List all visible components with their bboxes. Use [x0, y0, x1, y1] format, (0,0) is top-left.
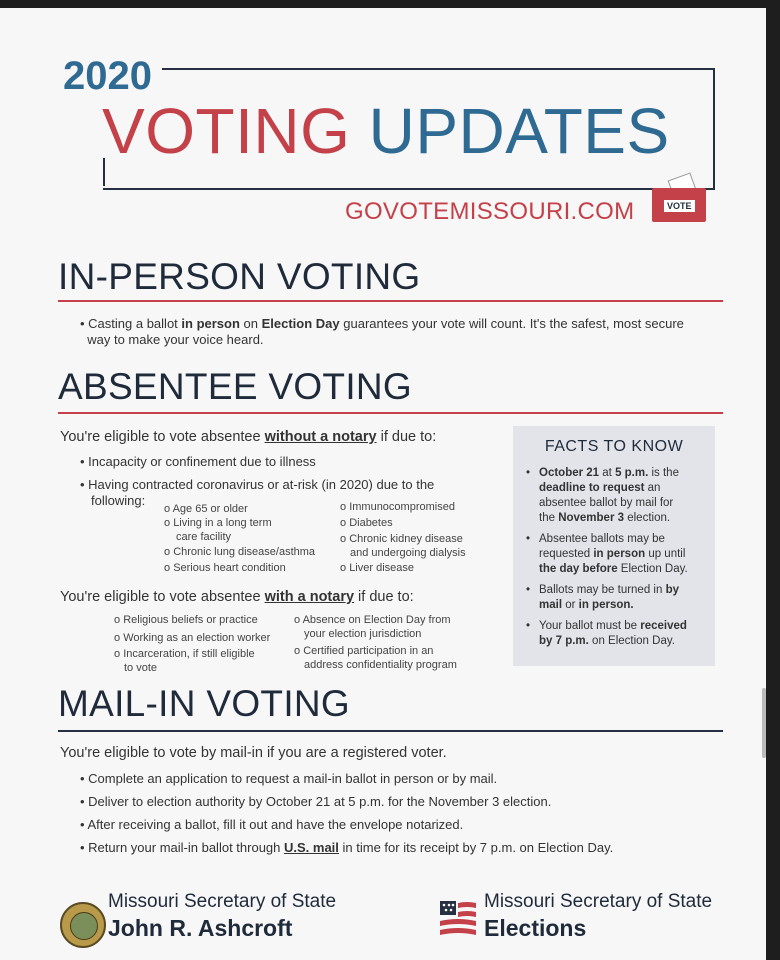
mail-in-intro: You're eligible to vote by mail-in if you are a registered voter. [60, 745, 447, 761]
mail-in-title: MAIL-IN VOTING [58, 683, 350, 724]
footer-left-line1: Missouri Secretary of State [108, 891, 337, 912]
fact-item: • Absentee ballots may be requested in person up until the day before Election Day. [527, 532, 713, 577]
notary-reason-right: o Absence on Election Day from [294, 614, 451, 626]
year-label: 2020 [63, 54, 162, 98]
condition-left: o Age 65 or older [164, 503, 248, 515]
condition-right: o Immunocompromised [340, 501, 455, 513]
fact-item: • October 21 at 5 p.m. is the deadline to request an absentee ballot by mail for the November 3 election. [527, 466, 713, 526]
condition-right: o Diabetes [340, 517, 393, 529]
absentee-intro-no-notary: You're eligible to vote absentee without a notary if due to: [60, 429, 437, 445]
condition-right: and undergoing dialysis [350, 547, 466, 559]
fact-item: • Your ballot must be received by 7 p.m. on Election Day. [527, 619, 713, 649]
headline-updates: UPDATES [368, 95, 670, 167]
absentee-bullet-2-cont: following: [91, 493, 146, 508]
facts-title: FACTS TO KNOW [544, 438, 684, 455]
in-person-rule [58, 300, 723, 302]
mail-in-bullet: • Return your mail-in ballot through U.S. mail in time for its receipt by 7 p.m. on Election Day. [80, 840, 614, 855]
absentee-rule [58, 412, 723, 414]
footer-left-line2: John R. Ashcroft [108, 915, 293, 941]
facts-to-know-box [513, 426, 715, 666]
condition-left: care facility [176, 531, 232, 543]
ballot-box-body [652, 188, 706, 222]
state-seal-icon [60, 902, 106, 948]
mail-in-bullet: • Complete an application to request a mail-in ballot in person or by mail. [80, 771, 498, 786]
in-person-bullet: • Casting a ballot in person on Election Day guarantees your vote will count. It's the safest, most secure way to make your voice heard. [80, 316, 684, 347]
fact-item: • Ballots may be turned in by mail or in person. [527, 583, 713, 613]
in-person-title: IN-PERSON VOTING [58, 256, 421, 297]
website-url[interactable]: GOVOTEMISSOURI.COM [345, 198, 635, 225]
condition-left: o Serious heart condition [164, 562, 286, 574]
ballot-label: VOTE [664, 200, 695, 212]
absentee-bullet-2: • Having contracted coronavirus or at-risk (in 2020) due to the [80, 477, 435, 492]
notary-reason-right: o Certified participation in an [294, 645, 434, 657]
notary-reason-left: o Incarceration, if still eligible [114, 648, 255, 660]
headline [102, 96, 670, 166]
notary-reason-right: your election jurisdiction [304, 628, 422, 640]
notary-reason-right: address confidentiality program [304, 659, 457, 671]
absentee-title: ABSENTEE VOTING [58, 366, 413, 407]
mail-in-rule [58, 730, 723, 732]
mail-in-bullet: • Deliver to election authority by October 21 at 5 p.m. for the November 3 election. [80, 794, 552, 809]
condition-right: o Liver disease [340, 562, 415, 574]
notary-reason-left: o Working as an election worker [114, 632, 271, 644]
scrollbar[interactable] [762, 688, 766, 758]
footer-right-line1: Missouri Secretary of State [484, 891, 713, 912]
condition-right: o Chronic kidney disease [340, 533, 463, 545]
notary-reason-left: to vote [124, 662, 158, 674]
condition-left: o Chronic lung disease/asthma [164, 546, 316, 558]
mail-in-bullet: • After receiving a ballot, fill it out and have the envelope notarized. [80, 817, 464, 832]
absentee-bullet-1: • Incapacity or confinement due to illness [80, 454, 316, 469]
ballot-box-icon [652, 176, 706, 222]
flag-logo-icon [440, 901, 476, 943]
headline-voting: VOTING [102, 95, 351, 167]
footer-right-line2: Elections [484, 915, 587, 941]
condition-left: o Living in a long term [164, 517, 272, 529]
notary-reason-left: o Religious beliefs or practice [114, 614, 258, 626]
flyer-page [0, 8, 766, 960]
absentee-intro-notary: You're eligible to vote absentee with a notary if due to: [60, 589, 414, 605]
